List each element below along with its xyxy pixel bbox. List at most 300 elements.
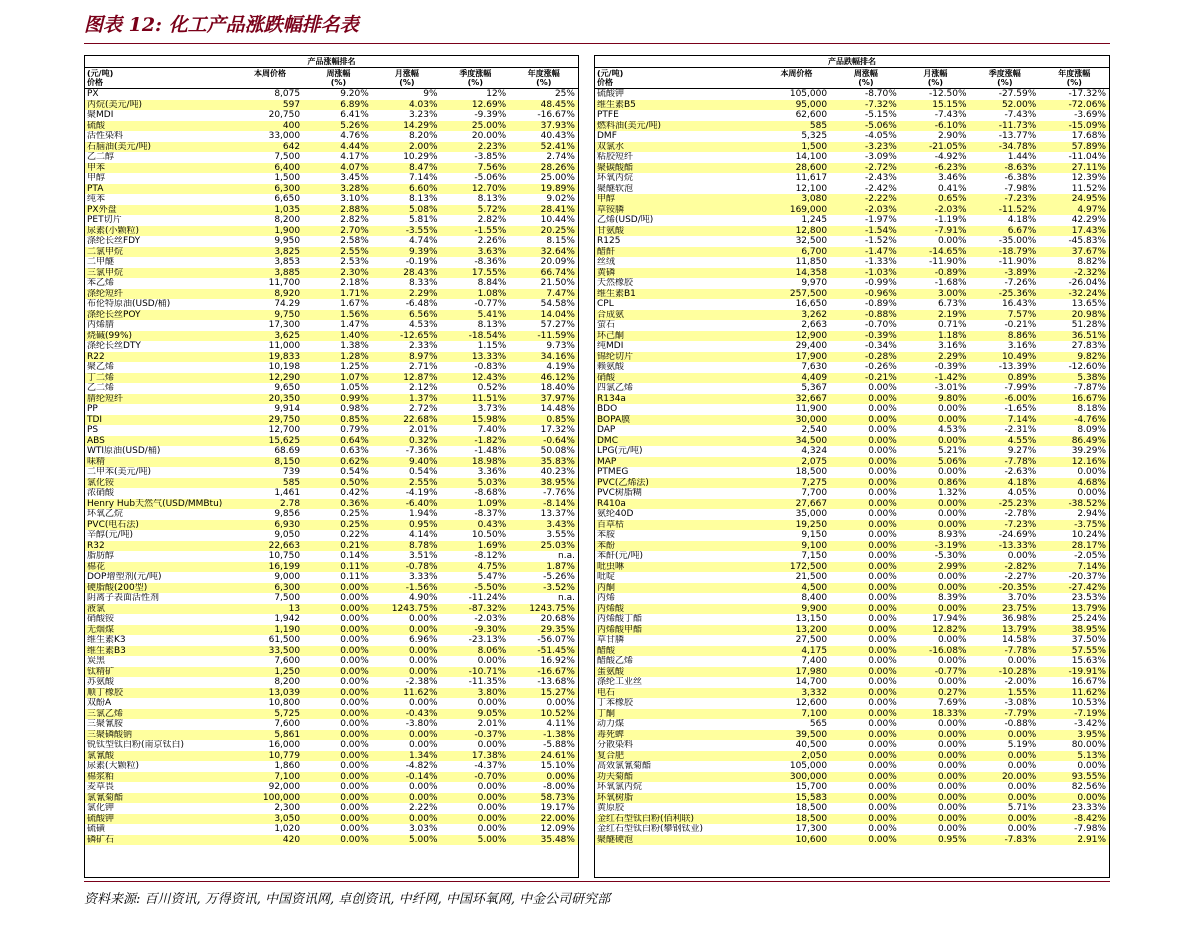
value-cell: 0.00% xyxy=(408,740,438,750)
value-cell: -4.92% xyxy=(934,152,967,162)
value-cell: 9,650 xyxy=(274,383,301,393)
product-name-cell: 三氯甲烷 xyxy=(87,267,124,278)
value-cell: -32.24% xyxy=(1068,288,1107,299)
product-name-cell: 动力煤 xyxy=(597,719,625,729)
value-cell: 17.32% xyxy=(540,425,575,435)
value-cell: 4.17% xyxy=(340,152,369,162)
value-cell: -8.63% xyxy=(1004,162,1037,173)
value-cell: 19.17% xyxy=(540,803,575,813)
product-name-cell: PVC(乙烯法) xyxy=(597,477,649,488)
table-row xyxy=(85,835,578,846)
value-cell: -0.88% xyxy=(1004,719,1037,729)
value-cell: 29.35% xyxy=(540,624,575,635)
value-cell: -1.33% xyxy=(864,257,897,267)
value-cell: 0.41% xyxy=(937,183,967,194)
value-cell: 2.23% xyxy=(477,141,507,152)
value-cell: -56.07% xyxy=(537,635,575,645)
table-row xyxy=(85,499,578,510)
value-cell: -0.43% xyxy=(405,708,438,719)
value-cell: 3.80% xyxy=(477,687,507,698)
value-cell: -0.89% xyxy=(864,299,897,309)
value-cell: 9,100 xyxy=(801,540,828,551)
value-cell: 585 xyxy=(809,120,828,131)
table-row xyxy=(595,604,1109,615)
value-cell: 8,075 xyxy=(274,89,301,99)
table-row xyxy=(85,247,578,258)
value-cell: 4.11% xyxy=(546,719,575,729)
value-cell: 0.00% xyxy=(868,614,897,624)
value-cell: 0.95% xyxy=(408,519,438,530)
product-name-cell: PTFE xyxy=(597,110,619,120)
value-cell: 257,500 xyxy=(789,288,828,299)
value-cell: 5.81% xyxy=(408,215,438,225)
value-cell: 0.00% xyxy=(340,740,369,750)
value-cell: -1.56% xyxy=(405,582,438,593)
value-cell: -7.76% xyxy=(543,488,575,498)
value-cell: 29,750 xyxy=(268,414,301,425)
product-name-cell: 硫酸 xyxy=(87,120,106,131)
value-cell: 1.32% xyxy=(937,488,967,498)
product-name-cell: 脂肪醇 xyxy=(87,551,115,561)
value-cell: 9.05% xyxy=(477,708,507,719)
table-row xyxy=(595,614,1109,625)
table-row xyxy=(595,415,1109,426)
value-cell: 28.26% xyxy=(540,162,575,173)
product-name-cell: 甘氨酸 xyxy=(597,225,625,236)
value-cell: -3.75% xyxy=(1074,519,1107,530)
value-cell: -1.55% xyxy=(474,225,507,236)
value-cell: -11.59% xyxy=(537,330,575,341)
value-cell: -7.26% xyxy=(1004,278,1037,288)
value-cell: 39,500 xyxy=(795,729,828,740)
product-name-cell: 氯氰菊酯 xyxy=(87,792,124,803)
product-name-cell: 氨纶40D xyxy=(597,509,634,519)
product-name-cell: PS xyxy=(87,425,99,435)
table-row xyxy=(85,278,578,289)
table-row xyxy=(85,446,578,457)
value-cell: 12.39% xyxy=(1071,173,1107,183)
value-cell: 7,500 xyxy=(274,152,301,162)
value-cell: -20.35% xyxy=(998,582,1037,593)
value-cell: 16.43% xyxy=(1001,299,1037,309)
value-cell: 2.29% xyxy=(408,288,438,299)
table-row xyxy=(595,184,1109,195)
value-cell: 7.14% xyxy=(1077,561,1107,572)
value-cell: 0.00% xyxy=(868,635,897,645)
value-cell: 0.00% xyxy=(1077,467,1107,477)
value-cell: 2.29% xyxy=(937,351,967,362)
value-cell: -7.99% xyxy=(1004,383,1037,393)
value-cell: 0.71% xyxy=(937,320,967,330)
value-cell: -16.67% xyxy=(537,110,575,120)
value-cell: -2.72% xyxy=(864,162,897,173)
value-cell: 36.98% xyxy=(1001,614,1037,624)
value-cell: 2.33% xyxy=(408,341,438,351)
source-note: 资料来源: 百川资讯, 万得资讯, 中国资讯网, 卓创资讯, 中纤网, 中国环氧网, 中金公司研究部 xyxy=(84,892,611,907)
value-cell: -2.31% xyxy=(1004,425,1037,435)
product-name-cell: 丁二烯 xyxy=(87,372,115,383)
product-name-cell: 涤纶长丝FDY xyxy=(87,236,141,246)
table-row xyxy=(595,467,1109,478)
value-cell: 5.08% xyxy=(408,204,438,215)
value-cell: -0.39% xyxy=(934,362,967,372)
value-cell: 4.90% xyxy=(408,593,438,603)
value-cell: -1.38% xyxy=(543,729,575,740)
value-cell: 1,250 xyxy=(274,666,301,677)
table-row xyxy=(85,488,578,499)
product-name-cell: 麦草畏 xyxy=(87,782,115,792)
source-divider xyxy=(84,881,1110,882)
value-cell: 35.83% xyxy=(540,456,575,467)
value-cell: 0.27% xyxy=(937,687,967,698)
table-row xyxy=(85,236,578,247)
value-cell: 7.14% xyxy=(408,173,438,183)
value-cell: 9,050 xyxy=(274,530,301,540)
value-cell: 14,700 xyxy=(795,677,828,687)
value-cell: 4,409 xyxy=(801,372,828,383)
value-cell: 0.00% xyxy=(868,708,897,719)
value-cell: 12.09% xyxy=(540,824,575,834)
value-cell: -25.23% xyxy=(998,498,1037,509)
product-name-cell: 布伦特原油(USD/桶) xyxy=(87,299,171,309)
value-cell: 2.30% xyxy=(340,267,369,278)
value-cell: 16,000 xyxy=(268,740,301,750)
value-cell: 3,625 xyxy=(274,330,301,341)
table-row xyxy=(85,320,578,331)
value-cell: 0.22% xyxy=(340,530,369,540)
value-cell: 0.00% xyxy=(937,498,967,509)
product-name-cell: 炭黑 xyxy=(87,656,106,666)
value-cell: 0.00% xyxy=(937,677,967,687)
product-name-cell: 环己酮 xyxy=(597,330,625,341)
product-name-cell: PVC(电石法) xyxy=(87,519,139,530)
table-row xyxy=(85,551,578,562)
value-cell: 1.08% xyxy=(477,288,507,299)
product-name-cell: 草铵膦 xyxy=(597,204,625,215)
value-cell: 17,980 xyxy=(795,666,828,677)
table-row xyxy=(85,100,578,111)
value-cell: 0.85% xyxy=(340,414,369,425)
value-cell: 8,200 xyxy=(274,215,301,225)
value-cell: 0.00% xyxy=(1007,761,1037,771)
value-cell: 12.70% xyxy=(471,183,507,194)
value-cell: 10.52% xyxy=(540,708,575,719)
table-row xyxy=(85,110,578,121)
product-name-cell: PP xyxy=(87,404,98,414)
table-row xyxy=(595,194,1109,205)
value-cell: 11.62% xyxy=(403,687,438,698)
value-cell: 4.18% xyxy=(1007,215,1037,225)
value-cell: 12,800 xyxy=(795,225,828,236)
value-cell: 35.48% xyxy=(540,834,575,845)
value-cell: 3.36% xyxy=(477,467,507,477)
table-row xyxy=(595,268,1109,279)
product-name-cell: WTI原油(USD/桶) xyxy=(87,446,161,456)
value-cell: -0.64% xyxy=(543,435,575,446)
table-row xyxy=(595,373,1109,384)
value-cell: 3,262 xyxy=(801,309,828,320)
table-row xyxy=(595,646,1109,657)
product-name-cell: 涤纶短纤 xyxy=(87,288,124,299)
value-cell: -7.98% xyxy=(1074,824,1107,834)
product-name-cell: 金红石型钛白粉(佰利联) xyxy=(597,813,695,824)
product-name-cell: 二甲醚 xyxy=(87,257,115,267)
value-cell: 61,500 xyxy=(268,635,301,645)
value-cell: 0.00% xyxy=(340,635,369,645)
value-cell: 8.06% xyxy=(477,645,507,656)
value-cell: -8.12% xyxy=(474,551,507,561)
product-name-cell: 环氧丙烷 xyxy=(597,173,634,183)
value-cell: 10.24% xyxy=(1071,530,1107,540)
product-name-cell: 苯酚 xyxy=(597,540,616,551)
product-name-cell: 丙烯酸丁酯 xyxy=(597,614,643,624)
value-cell: -3.01% xyxy=(934,383,967,393)
value-cell: 0.00% xyxy=(868,530,897,540)
table-row xyxy=(595,499,1109,510)
value-cell: -27.42% xyxy=(1068,582,1107,593)
value-cell: 0.00% xyxy=(937,435,967,446)
value-cell: 0.00% xyxy=(868,803,897,813)
value-cell: 0.00% xyxy=(868,498,897,509)
value-cell: 6,300 xyxy=(274,183,301,194)
value-cell: -13.68% xyxy=(537,677,575,687)
table-row xyxy=(85,814,578,825)
value-cell: -5.26% xyxy=(543,572,575,582)
value-cell: 1243.75% xyxy=(529,603,575,614)
value-cell: 30,000 xyxy=(795,414,828,425)
product-name-cell: 电石 xyxy=(597,687,616,698)
value-cell: 17,300 xyxy=(795,824,828,834)
value-cell: 0.11% xyxy=(340,572,369,582)
value-cell: -11.90% xyxy=(998,257,1037,267)
product-name-cell: 维生素K3 xyxy=(87,635,126,645)
value-cell: 9,750 xyxy=(274,309,301,320)
value-cell: -0.83% xyxy=(474,362,507,372)
value-cell: 37.67% xyxy=(1071,246,1107,257)
value-cell: 0.00% xyxy=(868,666,897,677)
value-cell: -1.42% xyxy=(934,372,967,383)
value-cell: -7.43% xyxy=(1004,110,1037,120)
table-row xyxy=(85,688,578,699)
value-cell: 80.00% xyxy=(1071,740,1107,750)
value-cell: 27,500 xyxy=(795,635,828,645)
value-cell: 0.00% xyxy=(340,677,369,687)
value-cell: 739 xyxy=(282,467,301,477)
value-cell: 100,000 xyxy=(262,792,301,803)
value-cell: 0.00% xyxy=(868,645,897,656)
value-cell: 3.46% xyxy=(937,173,967,183)
value-cell: 0.32% xyxy=(408,435,438,446)
value-cell: -2.22% xyxy=(864,194,897,204)
product-name-cell: 聚碳酸酯 xyxy=(597,162,634,173)
table-row xyxy=(85,457,578,468)
product-name-cell: 吡虫啉 xyxy=(597,561,625,572)
value-cell: -21.05% xyxy=(928,141,967,152)
value-cell: 12% xyxy=(486,89,507,99)
table-row xyxy=(595,740,1109,751)
table-row xyxy=(85,667,578,678)
product-name-cell: 锦纶切片 xyxy=(597,351,634,362)
value-cell: 15.98% xyxy=(471,414,507,425)
value-cell: 3.03% xyxy=(408,824,438,834)
value-cell: 0.00% xyxy=(1007,792,1037,803)
table-row xyxy=(595,583,1109,594)
value-cell: 8.15% xyxy=(546,236,575,246)
value-cell: 0.00% xyxy=(868,477,897,488)
product-name-cell: BDO xyxy=(597,404,618,414)
value-cell: 18,500 xyxy=(795,803,828,813)
value-cell: 35,000 xyxy=(795,509,828,519)
product-name-cell: 草甘膦 xyxy=(597,635,625,645)
value-cell: 0.00% xyxy=(408,729,438,740)
column-header: 月涨幅 (%) xyxy=(923,69,948,87)
product-name-cell: 环氧氯丙烷 xyxy=(597,782,643,792)
table-row xyxy=(595,404,1109,415)
value-cell: 13.79% xyxy=(1071,603,1107,614)
value-cell: -12.65% xyxy=(399,330,438,341)
value-cell: 0.79% xyxy=(340,425,369,435)
table-row xyxy=(85,163,578,174)
value-cell: 400 xyxy=(282,120,301,131)
product-name-cell: 硝酸铵 xyxy=(87,614,115,624)
value-cell: 22.68% xyxy=(403,414,438,425)
table-row xyxy=(595,131,1109,142)
column-header: 年度涨幅 (%) xyxy=(527,69,560,87)
value-cell: 25.03% xyxy=(540,540,575,551)
value-cell: 9.80% xyxy=(937,393,967,404)
value-cell: -3.08% xyxy=(1004,698,1037,708)
table-row xyxy=(85,383,578,394)
value-cell: -1.19% xyxy=(934,215,967,225)
value-cell: -0.21% xyxy=(864,372,897,383)
value-cell: 27,667 xyxy=(795,498,828,509)
column-header: 周涨幅 (%) xyxy=(326,69,351,87)
value-cell: 7,100 xyxy=(274,771,301,782)
value-cell: -5.88% xyxy=(543,740,575,750)
table-row xyxy=(595,698,1109,709)
value-cell: 0.00% xyxy=(340,782,369,792)
value-cell: 3,050 xyxy=(274,813,301,824)
table-row xyxy=(85,709,578,720)
value-cell: 0.00% xyxy=(937,782,967,792)
value-cell: 2.26% xyxy=(477,236,507,246)
value-cell: 0.00% xyxy=(340,656,369,666)
value-cell: 15.63% xyxy=(1071,656,1107,666)
value-cell: 0.00% xyxy=(408,698,438,708)
value-cell: -2.78% xyxy=(1004,509,1037,519)
value-cell: 0.00% xyxy=(408,624,438,635)
value-cell: -7.36% xyxy=(405,446,438,456)
value-cell: 7,630 xyxy=(801,362,828,372)
value-cell: 5,325 xyxy=(801,131,828,141)
table-row xyxy=(595,152,1109,163)
value-cell: 12.16% xyxy=(1071,456,1107,467)
column-header: 月涨幅 (%) xyxy=(394,69,419,87)
value-cell: 0.00% xyxy=(477,740,507,750)
value-cell: n.a. xyxy=(558,551,575,561)
table-row xyxy=(595,121,1109,132)
product-name-cell: PVC树脂糊 xyxy=(597,488,642,498)
product-name-cell: 纯苯 xyxy=(87,194,106,204)
value-cell: 12,700 xyxy=(268,425,301,435)
value-cell: -3.85% xyxy=(474,152,507,162)
value-cell: 3.10% xyxy=(340,194,369,204)
value-cell: -72.06% xyxy=(1068,99,1107,110)
value-cell: 0.00% xyxy=(868,792,897,803)
value-cell: -6.38% xyxy=(1004,173,1037,183)
product-name-cell: 硫酸钾 xyxy=(87,813,115,824)
table-header: 产品涨幅排名 xyxy=(85,56,578,68)
value-cell: -18.54% xyxy=(468,330,507,341)
value-cell: 9.82% xyxy=(1077,351,1107,362)
value-cell: 10,779 xyxy=(268,750,301,761)
value-cell: 1.28% xyxy=(340,351,369,362)
product-name-cell: LPG(元/吨) xyxy=(597,446,643,456)
value-cell: 0.00% xyxy=(868,624,897,635)
value-cell: -9.39% xyxy=(474,110,507,120)
table-row xyxy=(595,110,1109,121)
value-cell: 1.15% xyxy=(477,341,507,351)
value-cell: 7.14% xyxy=(1007,414,1037,425)
value-cell: 8.97% xyxy=(408,351,438,362)
product-name-cell: DMF xyxy=(597,131,617,141)
value-cell: 10.44% xyxy=(540,215,575,225)
product-name-cell: 甲苯 xyxy=(87,162,106,173)
value-cell: 0.89% xyxy=(1007,372,1037,383)
table-row xyxy=(85,562,578,573)
table-row xyxy=(595,362,1109,373)
value-cell: 1,190 xyxy=(274,624,301,635)
value-cell: 4.14% xyxy=(408,530,438,540)
value-cell: 3,825 xyxy=(274,246,301,257)
value-cell: -7.23% xyxy=(1004,194,1037,204)
value-cell: -1.03% xyxy=(864,267,897,278)
value-cell: 40.23% xyxy=(540,467,575,477)
value-cell: -7.83% xyxy=(1004,834,1037,845)
value-cell: 0.00% xyxy=(1007,656,1037,666)
value-cell: 4.18% xyxy=(1007,477,1037,488)
column-header: 季度涨幅 (%) xyxy=(988,69,1021,87)
table-row xyxy=(85,362,578,373)
column-header: (元/吨) 价格 xyxy=(597,69,624,87)
value-cell: 9,950 xyxy=(274,236,301,246)
value-cell: 2.12% xyxy=(408,383,438,393)
value-cell: 1,461 xyxy=(274,488,301,498)
value-cell: 0.00% xyxy=(868,834,897,845)
value-cell: 10.53% xyxy=(1071,698,1107,708)
value-cell: 9,856 xyxy=(274,509,301,519)
value-cell: 3,853 xyxy=(274,257,301,267)
value-cell: 0.00% xyxy=(340,719,369,729)
value-cell: -4.82% xyxy=(405,761,438,771)
table-row xyxy=(595,625,1109,636)
table-row xyxy=(85,719,578,730)
value-cell: 2,075 xyxy=(801,456,828,467)
value-cell: -11.52% xyxy=(998,204,1037,215)
value-cell: 32,667 xyxy=(795,393,828,404)
value-cell: 52.00% xyxy=(1001,99,1037,110)
value-cell: 2.90% xyxy=(937,131,967,141)
table-row xyxy=(595,709,1109,720)
column-header: 年度涨幅 (%) xyxy=(1058,69,1091,87)
value-cell: 82.56% xyxy=(1071,782,1107,792)
value-cell: 2.55% xyxy=(408,477,438,488)
table-row xyxy=(595,751,1109,762)
value-cell: 0.21% xyxy=(340,540,369,551)
value-cell: 0.00% xyxy=(937,414,967,425)
value-cell: 1.37% xyxy=(408,393,438,404)
value-cell: 1.34% xyxy=(408,750,438,761)
